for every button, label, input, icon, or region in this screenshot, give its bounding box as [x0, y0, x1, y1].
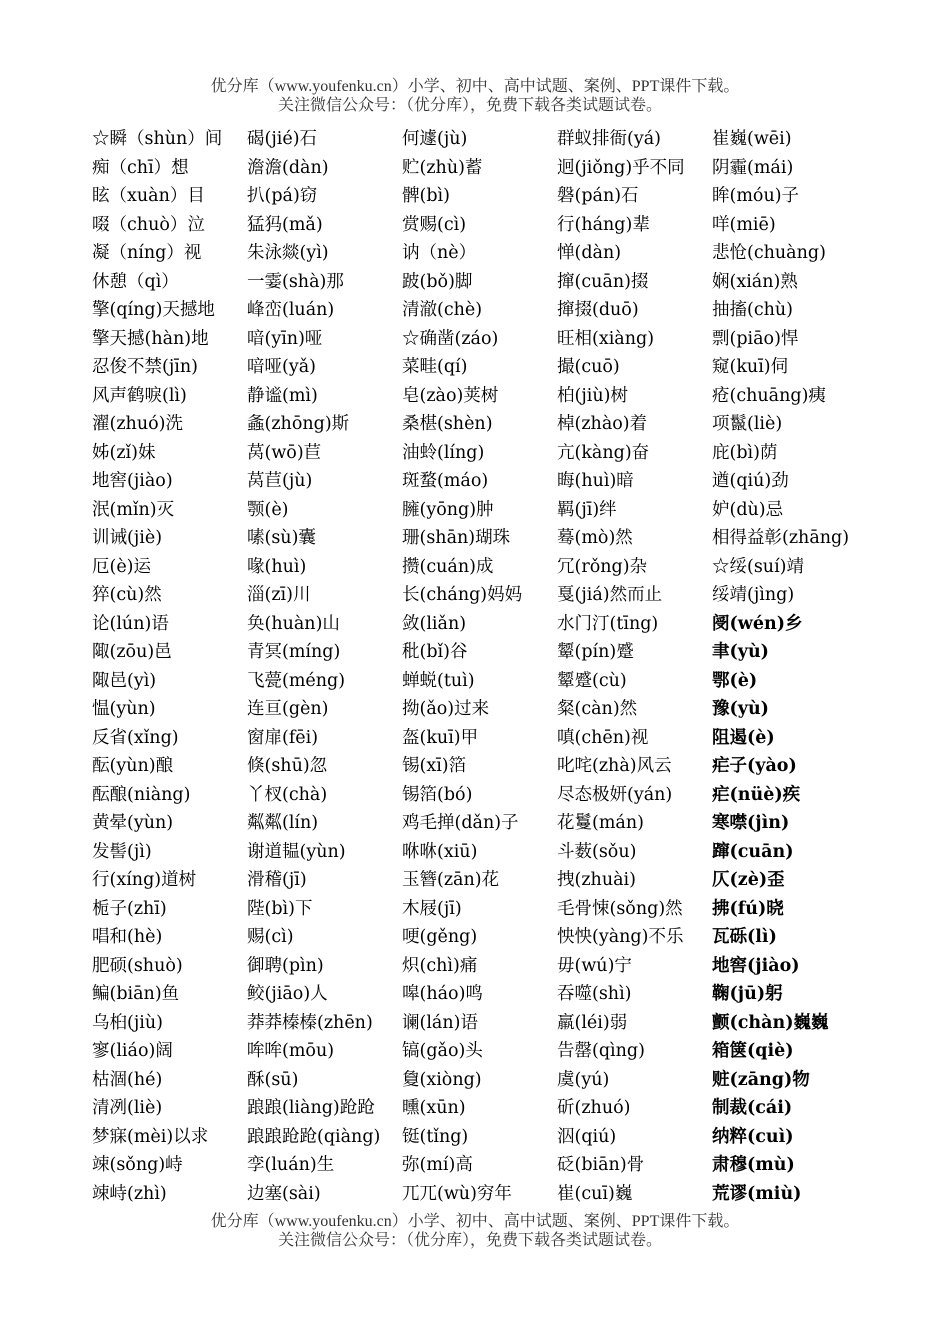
vocab-item: 毛骨悚(sǒng)然	[557, 898, 683, 919]
vocab-item: 酝酿(niàng)	[92, 784, 191, 805]
vocab-item: 炽(chì)痛	[402, 955, 478, 976]
vocab-item: 清冽(liè)	[92, 1098, 163, 1118]
vocab-item: 反省(xǐng)	[92, 727, 179, 748]
vocab-item: 发髻(jì)	[92, 841, 152, 862]
vocab-item: 花鬘(mán)	[557, 813, 644, 833]
vocab-item: 镐(gǎo)头	[402, 1041, 483, 1061]
vocab-item: 猛犸(mǎ)	[247, 214, 323, 235]
vocab-item: 栀子(zhī)	[92, 898, 167, 919]
vocab-item: 唱和(hè)	[92, 927, 163, 947]
vocab-item: 砭(biān)骨	[557, 1155, 645, 1175]
vocab-item: 哞哞(mōu)	[247, 1041, 335, 1061]
vocab-item: 澹澹(dàn)	[247, 157, 329, 178]
header-line-1: 优分库（www.youfenku.cn）小学、初中、高中试题、案例、PPT课件下载。	[210, 78, 740, 95]
vocab-item: 毋(wú)宁	[557, 955, 632, 976]
vocab-item: 亢(kàng)奋	[557, 442, 650, 463]
vocab-item: 陬(zōu)邑	[92, 642, 172, 662]
vocab-item: 擎(qíng)天撼地	[92, 300, 215, 320]
page-header	[0, 77, 950, 115]
vocab-item: 磐(pán)石	[557, 186, 639, 206]
vocab-item: 桑椹(shèn)	[402, 414, 493, 434]
vocab-item: 行(xíng)道树	[92, 870, 197, 890]
vocab-item: 滑稽(jī)	[247, 870, 307, 890]
vocab-item: 庇(bì)荫	[712, 442, 778, 463]
vocab-item: 嗥(háo)鸣	[402, 984, 483, 1004]
vocab-item: 凝（níng）视	[92, 243, 202, 263]
vocab-item: 疮(chuāng)痍	[712, 385, 826, 406]
vocab-item: 边塞(sài)	[247, 1183, 321, 1204]
vocab-item: 青冥(míng)	[247, 642, 341, 662]
vocab-item: 秕(bǐ)谷	[402, 642, 468, 662]
vocab-item: 拽(zhuài)	[557, 870, 636, 890]
vocab-item: 斑蝥(máo)	[402, 471, 489, 491]
vocab-item: 冗(rǒng)杂	[557, 556, 648, 577]
vocab-item: 柏(jiù)树	[557, 385, 628, 406]
vocab-item: 赏赐(cì)	[402, 214, 467, 235]
vocab-item: 嗔(chēn)视	[557, 727, 649, 748]
vocab-item: 剽(piāo)悍	[712, 328, 799, 349]
vocab-item: 木屐(jī)	[402, 898, 462, 919]
vocab-item: 碣(jié)石	[247, 129, 318, 149]
vocab-item: 箱箧(qiè)	[712, 1041, 794, 1061]
vocab-item: 敻(xiòng)	[402, 1069, 482, 1090]
vocab-item: 长(cháng)妈妈	[402, 585, 523, 605]
vocab-item: 喑(yīn)哑	[247, 328, 323, 349]
vocab-item: 酥(sū)	[247, 1069, 299, 1090]
vocab-item: 阌(wén)乡	[712, 613, 803, 634]
vocab-item: 粼粼(lín)	[247, 813, 319, 833]
vocab-item: 颚(è)	[247, 499, 289, 520]
vocab-item: 陛(bì)下	[247, 898, 313, 919]
vocab-item: 竦(sǒng)峙	[92, 1155, 183, 1175]
vocab-item: 擎天撼(hàn)地	[92, 328, 209, 349]
vocab-item: 峰峦(luán)	[247, 300, 335, 320]
vocab-item: 盔(kuī)甲	[402, 727, 479, 748]
vocab-item: 撺(cuān)掇	[557, 271, 649, 292]
vocab-item: 聿(yù)	[712, 642, 769, 662]
vocab-item: 螽(zhōng)斯	[247, 414, 350, 434]
vocab-item: 莴(wō)苣	[247, 442, 322, 463]
vocab-item: 竦峙(zhì)	[92, 1183, 167, 1204]
vocab-item: 棹(zhào)着	[557, 414, 648, 434]
vocab-item: 鄂(è)	[712, 670, 758, 691]
vocab-item: 悲怆(chuàng)	[712, 243, 826, 263]
vocab-item: 窗扉(fēi)	[247, 727, 319, 748]
vocab-item: 莽莽榛榛(zhēn)	[247, 1012, 373, 1033]
vocab-item: 攒(cuán)成	[402, 556, 494, 577]
vocab-item: 羁(jī)绊	[557, 499, 617, 520]
vocab-item: 朱泳燚(yì)	[247, 243, 329, 263]
vocab-item: 踉踉跄跄(qiàng)	[247, 1126, 381, 1147]
vocab-grid	[92, 125, 950, 1208]
vocab-item: 髀(bì)	[402, 186, 450, 206]
vocab-item: 鲛(jiāo)人	[247, 984, 328, 1004]
vocab-item: 飞甍(méng)	[247, 670, 346, 691]
vocab-item: 相得益彰(zhāng)	[712, 528, 850, 548]
vocab-item: 曛(xūn)	[402, 1098, 466, 1118]
header-line-2: 关注微信公众号：（优分库），免费下载各类试题试卷。	[277, 97, 662, 114]
vocab-item: 咻咻(xiū)	[402, 841, 478, 862]
vocab-item: 蹿(cuān)	[712, 841, 794, 862]
vocab-item: 兀兀(wù)穷年	[402, 1183, 512, 1204]
vocab-item: 豫(yù)	[712, 699, 769, 719]
vocab-item: 项鬣(liè)	[712, 414, 783, 434]
vocab-item: 肥硕(shuò)	[92, 955, 183, 976]
vocab-item: 淄(zī)川	[247, 585, 311, 605]
vocab-item: 泅(qiú)	[557, 1126, 617, 1147]
vocab-item: 惮(dàn)	[557, 243, 622, 263]
vocab-item: 撮(cuō)	[557, 357, 620, 377]
vocab-item: 晦(huì)暗	[557, 471, 634, 491]
vocab-item: 铤(tǐng)	[402, 1126, 469, 1147]
vocab-item: 斗薮(sǒu)	[557, 841, 637, 862]
vocab-item: 羸(léi)弱	[557, 1012, 628, 1033]
vocab-item: 寒噤(jìn)	[712, 813, 790, 833]
vocab-item: 娴(xián)熟	[712, 271, 798, 292]
vocab-item: 痴（chī）想	[92, 157, 189, 178]
vocab-item: 仄(zè)歪	[712, 870, 785, 890]
vocab-item: 倏(shū)忽	[247, 756, 328, 776]
vocab-item: 啜（chuò）泣	[92, 214, 205, 235]
vocab-item: 锡箔(bó)	[402, 784, 473, 805]
vocab-item: 粲(càn)然	[557, 699, 638, 719]
vocab-item: 疟子(yào)	[712, 756, 797, 776]
vocab-item: 迥(jiǒng)乎不同	[557, 157, 685, 178]
vocab-item: 蓦(mò)然	[557, 528, 633, 548]
vocab-item: 谰(lán)语	[402, 1012, 478, 1033]
vocab-item: 崔巍(wēi)	[712, 129, 792, 149]
vocab-item: 肃穆(mù)	[712, 1155, 795, 1175]
vocab-item: 告罄(qìng)	[557, 1041, 645, 1061]
vocab-item: 咩(miē)	[712, 214, 776, 235]
vocab-item: 荒谬(miù)	[712, 1183, 802, 1204]
vocab-item: 阻遏(è)	[712, 727, 775, 748]
vocab-item: 弥(mí)高	[402, 1155, 473, 1175]
vocab-item: 扒(pá)窃	[247, 186, 318, 206]
vocab-item: 拂(fú)晓	[712, 898, 784, 919]
vocab-item: 拗(ǎo)过来	[402, 699, 490, 719]
vocab-item: 寥(liáo)阔	[92, 1041, 173, 1061]
footer-line-1: 优分库（www.youfenku.cn）小学、初中、高中试题、案例、PPT课件下载。	[210, 1213, 740, 1230]
vocab-item: 连亘(gèn)	[247, 699, 329, 719]
vocab-item: 水门汀(tīng)	[557, 613, 659, 634]
vocab-item: 濯(zhuó)洗	[92, 414, 183, 434]
vocab-item: 忍俊不禁(jīn)	[92, 357, 198, 377]
vocab-item: 蝉蜕(tuì)	[402, 670, 475, 691]
vocab-item: 群蚁排衙(yá)	[557, 129, 661, 149]
vocab-item: 风声鹤唳(lì)	[92, 385, 187, 406]
vocab-item: 斫(zhuó)	[557, 1098, 631, 1118]
vocab-item: 鞠(jū)躬	[712, 984, 783, 1004]
vocab-item: 静谧(mì)	[247, 385, 318, 406]
vocab-item: 窥(kuī)伺	[712, 357, 789, 377]
vocab-item: 崔(cuī)巍	[557, 1183, 633, 1204]
vocab-item: 乌桕(jiù)	[92, 1012, 163, 1033]
vocab-item: 玉簪(zān)花	[402, 870, 500, 890]
vocab-item: 丫杈(chà)	[247, 784, 328, 805]
vocab-item: 地窖(jiào)	[92, 471, 173, 491]
vocab-item: 菜畦(qí)	[402, 357, 468, 377]
vocab-item: 御聘(pìn)	[247, 955, 324, 976]
vocab-item: 休憩（qì）	[92, 271, 179, 292]
vocab-item: 清澈(chè)	[402, 300, 483, 320]
vocab-item: 莴苣(jù)	[247, 471, 313, 491]
vocab-item: 踉踉(liàng)跄跄	[247, 1098, 375, 1118]
vocab-item: 颦蹙(cù)	[557, 670, 627, 691]
vocab-item: 颤(chàn)巍巍	[712, 1012, 829, 1033]
vocab-item: 遒(qiú)劲	[712, 471, 789, 491]
vocab-item: 敛(liǎn)	[402, 613, 467, 634]
vocab-item: 叱咤(zhà)风云	[557, 756, 672, 776]
vocab-item: 酝(yùn)酿	[92, 756, 174, 776]
vocab-item: 虞(yú)	[557, 1069, 610, 1090]
vocab-item: 颦(pín)蹙	[557, 642, 634, 662]
vocab-item: 讷（nè）	[402, 243, 477, 263]
vocab-item: 眩（xuàn）目	[92, 186, 205, 206]
vocab-item: 眸(móu)子	[712, 186, 800, 206]
vocab-item: 地窖(jiào)	[712, 955, 800, 976]
vocab-item: 枯涸(hé)	[92, 1069, 163, 1090]
vocab-item: 油蛉(líng)	[402, 442, 485, 463]
vocab-item: 赃(zāng)物	[712, 1069, 810, 1090]
vocab-item: 愠(yùn)	[92, 699, 156, 719]
vocab-item: 纳粹(cuì)	[712, 1126, 794, 1147]
vocab-item: 奂(huàn)山	[247, 613, 340, 634]
vocab-item: 旺相(xiàng)	[557, 328, 655, 349]
vocab-item: 鸡毛掸(dǎn)子	[402, 813, 519, 833]
vocab-item: 猝(cù)然	[92, 585, 162, 605]
footer-line-2: 关注微信公众号：（优分库），免费下载各类试题试卷。	[277, 1232, 662, 1249]
vocab-item: 珊(shān)瑚珠	[402, 528, 511, 548]
vocab-item: 臃(yōng)肿	[402, 499, 494, 520]
vocab-item: 阴霾(mái)	[712, 157, 794, 178]
vocab-item: 皂(zào)荚树	[402, 385, 499, 406]
vocab-item: 哽(gěng)	[402, 927, 478, 947]
vocab-item: 一霎(shà)那	[247, 271, 344, 292]
vocab-item: 赐(cì)	[247, 927, 294, 947]
vocab-item: 妒(dù)忌	[712, 499, 784, 520]
vocab-item: 鳊(biān)鱼	[92, 984, 180, 1004]
vocab-item: ☆瞬（shùn）间	[92, 129, 223, 149]
vocab-item: ☆确凿(záo)	[402, 328, 499, 349]
vocab-item: 训诫(jiè)	[92, 528, 163, 548]
vocab-item: 行(háng)辈	[557, 214, 650, 235]
vocab-item: 论(lún)语	[92, 613, 169, 634]
vocab-item: 疟(nüè)疾	[712, 784, 801, 805]
vocab-item: 厄(è)运	[92, 556, 152, 577]
vocab-item: 贮(zhù)蓄	[402, 157, 483, 178]
vocab-item: 跛(bǒ)脚	[402, 271, 473, 292]
vocab-item: 梦寐(mèi)以求	[92, 1126, 209, 1147]
vocab-item: 抽搐(chù)	[712, 300, 793, 320]
vocab-item: ☆绥(suí)靖	[712, 556, 805, 577]
vocab-item: 喑哑(yǎ)	[247, 357, 316, 377]
vocab-item: 绥靖(jìng)	[712, 585, 795, 605]
vocab-item: 何遽(jù)	[402, 129, 468, 149]
vocab-item: 黄晕(yùn)	[92, 813, 174, 833]
vocab-item: 谢道韫(yùn)	[247, 841, 346, 862]
vocab-item: 戛(jiá)然而止	[557, 585, 663, 605]
vocab-item: 瓦砾(lì)	[712, 927, 777, 947]
vocab-item: 制裁(cái)	[712, 1098, 793, 1118]
vocab-item: 泯(mǐn)灭	[92, 499, 175, 520]
vocab-item: 嗉(sù)囊	[247, 528, 316, 548]
page-footer	[0, 1212, 950, 1250]
vocab-item: 吞噬(shì)	[557, 984, 632, 1004]
vocab-item: 锡(xī)箔	[402, 756, 467, 776]
vocab-item: 陬邑(yì)	[92, 670, 157, 691]
vocab-item: 姊(zǐ)妹	[92, 442, 156, 463]
vocab-item: 孪(luán)生	[247, 1155, 335, 1175]
vocab-item: 尽态极妍(yán)	[557, 784, 673, 805]
vocab-item: 喙(huì)	[247, 556, 307, 577]
vocab-item: 怏怏(yàng)不乐	[557, 927, 684, 947]
vocab-item: 撺掇(duō)	[557, 300, 639, 320]
